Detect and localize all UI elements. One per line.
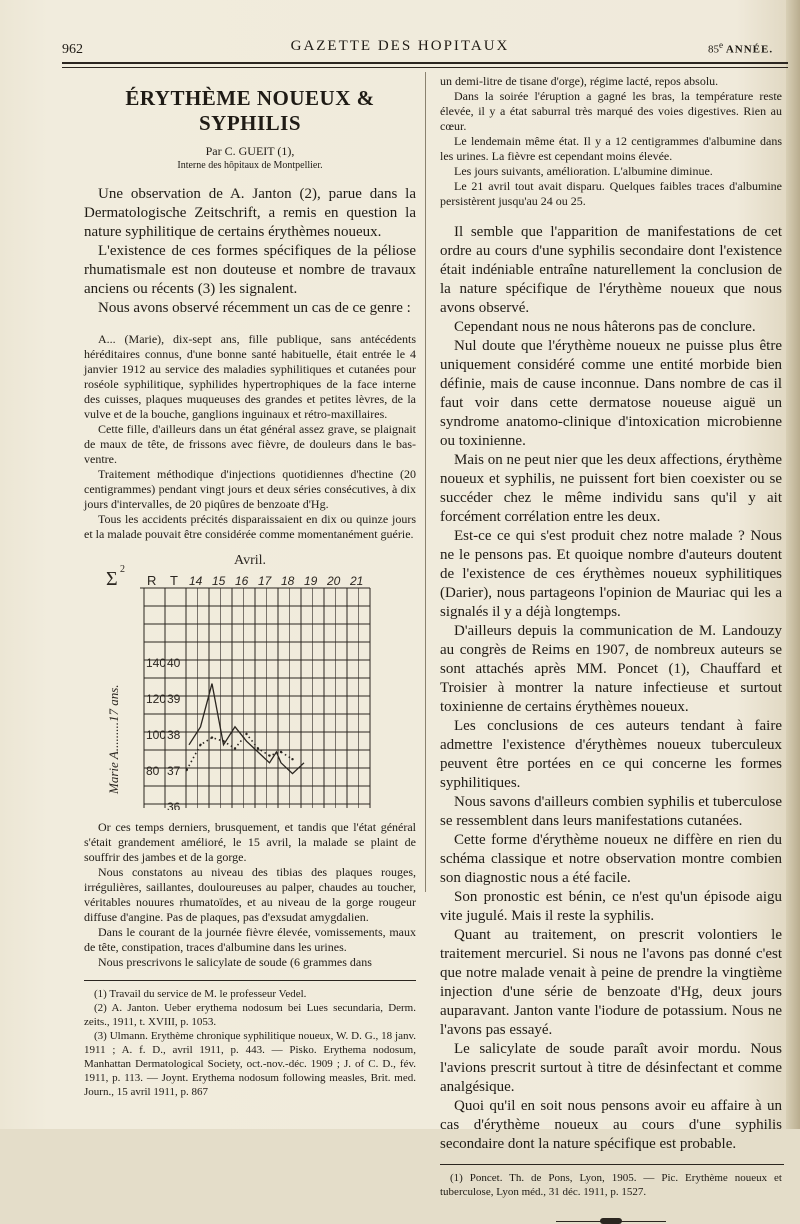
paragraph: Nul doute que l'érythème noueux ne puisse plus être uniquement considéré comme une entité morbide bien définie, mais de cause inconnue. Dans nombre de cas il faut voir dans cette dermatose noueuse aiguë un syndrome anatomo-clinique d'intoxication microbienne ou toxinienne. (440, 338, 782, 449)
chart-day-label: 18 (281, 574, 295, 588)
chart-pulse-tick: 140 (146, 656, 167, 670)
paragraph: Le salicylate de soude paraît avoir mordu. Nous l'avions prescrit surtout à titre de désinfectant et comme analgésique. (440, 1041, 782, 1095)
paragraph: Il semble que l'apparition de manifestations de cet ordre au cours d'une syphilis secondaire dont l'existence était indéniable entraîne naturellement la conclusion de la nature spécifique de l'érythème noueux que nous avons observé. (440, 224, 782, 316)
chart-day-label: 20 (327, 574, 341, 588)
chart-temp-tick: 36 (167, 800, 181, 810)
chart-pulse-tick: 80 (146, 764, 160, 778)
chart-temp-tick: 39 (167, 692, 181, 706)
paragraph: A... (Marie), dix-sept ans, fille publique, sans antécédents héréditaires connus, d'une bonne santé habituelle, était entrée le 4 janvier 1912 au service des maladies syphilitiques et cutanées pour roséole syphilitique, syphilides hypertrophiques de la face interne des cuisses, plaques muqueuses des grandes et petites lèvres, de la vulve et de la bouche, ganglions inguinaux et rétro-maxillaires. (84, 332, 416, 421)
chart-col-t-label: T (170, 573, 178, 588)
case-section (84, 332, 416, 542)
paragraph: D'ailleurs depuis la communication de M. Landouzy au congrès de Reims en 1907, de nombreux auteurs se sont attachés après MM. Poncet (1), Chauffard et Troisier à montrer la nature infectieuse et surtout toxinienne de certains érythèmes noueux. (440, 623, 782, 715)
chart-day-label: 15 (212, 574, 226, 588)
footnotes (84, 987, 416, 1099)
paragraph: un demi-litre de tisane d'orge), régime lacté, repos absolu. (440, 74, 719, 88)
column-separator (425, 72, 426, 892)
chart-point (199, 744, 201, 746)
header-rule-thin (62, 67, 788, 68)
chart-day-label: 16 (235, 574, 249, 588)
paragraph: Dans la soirée l'éruption a gagné les bras, la température reste élevée, il y a état saburral très marqué des voies digestives. Rien au cœur. (440, 89, 782, 133)
chart-pulse-tick: 100 (146, 728, 167, 742)
paragraph: Est-ce ce qui s'est produit chez notre malade ? Nous ne le pensons pas. Et quoique nombre d'auteurs doutent de l'existence de ces érythèmes noueux syphilitiques (Darier), nous partageons l'opinion de Mauriac qui les a signalés il y a déjà longtemps. (440, 528, 782, 620)
paragraph: Cependant nous ne nous hâterons pas de conclure. (454, 319, 756, 335)
after-chart-section (84, 820, 416, 970)
end-ornament (556, 1221, 666, 1222)
footnote: (1) Travail du service de M. le professeur Vedel. (94, 988, 307, 1000)
paragraph: Nous savons d'ailleurs combien syphilis et tuberculose se ressemblent dans leurs manifestations cutanées. (440, 794, 782, 829)
chart-head-sup: 2 (120, 564, 125, 575)
paragraph: Le lendemain même état. Il y a 12 centigrammes d'albumine dans les urines. La fièvre est cependant moins élevée. (440, 134, 782, 163)
paragraph: Les conclusions de ces auteurs tendant à faire admettre l'existence d'érythèmes noueux tuberculeux peuvent être portées en ce qui concerne les formes syphilitiques. (440, 718, 782, 791)
chart-point (280, 751, 282, 753)
paragraph: Dans le courant de la journée fièvre élevée, vomissements, maux de tête, constipation, traces d'albumine dans les urines. (84, 925, 416, 954)
paragraph: Cette fille, d'ailleurs dans un état général assez grave, se plaignait de maux de tête, de frissons avec fièvre, de douleurs dans le bas-ventre. (84, 422, 416, 466)
temperature-chart-svg (84, 548, 416, 810)
journal-title: GAZETTE DES HOPITAUX (290, 38, 510, 54)
header-rule (62, 62, 788, 64)
chart-point (186, 769, 188, 771)
chart-point (268, 754, 270, 756)
journal-year: 85e ANNÉE. (708, 40, 774, 56)
paragraph: Quant au traitement, on prescrit volontiers le traitement mercuriel. Si nous ne l'avons pas donné c'est que notre malade venait à peine de prendre la vingtième injection d'une série de benzoate d'Hg, deux jours auparavant. Janton vante l'iodure de potassium. Nous ne l'avons pas essayé. (440, 927, 782, 1038)
chart-point (257, 747, 259, 749)
article-byline: Par C. GUEIT (1), (205, 144, 295, 158)
footnote-rule (440, 1164, 784, 1165)
paragraph: Nous constatons au niveau des tibias des plaques rouges, irrégulières, saillantes, douloureuses au palper, chaudes au toucher, véritables nouures rhumatoïdes, et au niveau de la gorge rougeur diffuse d'angine. Pas de plaques, pas d'exsudat amygdalien. (84, 865, 416, 924)
paragraph: Cette forme d'érythème noueux ne diffère en rien du schéma classique et notre observation montre combien son diagnostic nous a été facile. (440, 832, 782, 886)
chart-day-label: 14 (189, 574, 203, 588)
paragraph: Nous avons observé récemment un cas de ce genre : (98, 300, 411, 316)
discussion-section (440, 223, 782, 1154)
page-edge (786, 0, 800, 1129)
footnote: (3) Ulmann. Erythème chronique syphilitique noueux, W. D. G., 18 janv. 1911 ; A. f. D., avril 1911, p. 443. — Pisko. Erythema nodosum, Manhattan Dermatological Society, oct.-nov.-déc. 1909 ; J. of C. D., fév. 1911, p. 113. — Joynt. Erythema nodosum following measles, Brit. med. Journ., 15 avril 1911, p. 867 (84, 1030, 416, 1098)
article-affiliation: Interne des hôpitaux de Montpellier. (177, 160, 323, 171)
chart-day-label: 17 (258, 574, 272, 588)
chart-pulse-tick: 120 (146, 692, 167, 706)
chart-day-label: 19 (304, 574, 318, 588)
paragraph: Tous les accidents précités disparaissaient en dix ou quinze jours et la malade pouvait être considérée comme momentanément guérie. (84, 512, 416, 541)
chart-patient-label: Marie A.........17 ans. (106, 684, 121, 794)
chart-point (245, 733, 247, 735)
chart-point (234, 747, 236, 749)
chart-point (291, 758, 293, 760)
footnote: (2) A. Janton. Ueber erythema nodosum bei Lues secundaria, Derm. zeits., 1911, t. XVIII, p. 1053. (84, 1002, 416, 1028)
case-continuation (440, 74, 782, 209)
chart-temp-tick: 38 (167, 728, 181, 742)
chart-day-label: 21 (350, 574, 364, 588)
paragraph: Quoi qu'il en soit nous pensons avoir eu affaire à un cas d'érythème noueux au cours d'une syphilis secondaire dont la nature spécifique est probable. (440, 1098, 782, 1152)
paragraph: Les jours suivants, amélioration. L'albumine diminue. (454, 164, 713, 178)
intro-section (84, 185, 416, 318)
page-number: 962 (62, 42, 83, 57)
paragraph: L'existence de ces formes spécifiques de la péliose rhumatismale est non douteuse et nombre de travaux anciens ou récents (3) les signalent. (84, 243, 416, 297)
paragraph: Traitement méthodique d'injections quotidiennes d'hectine (20 centigrammes) pendant vingt jours et deux séries consécutives, à dix jours d'intervalles, de 20 piqûres de benzoate d'Hg. (84, 467, 416, 511)
right-column (440, 74, 782, 1222)
paragraph: Une observation de A. Janton (2), parue dans la Dermatologische Zeitschrift, a remis en question la nature syphilitique de certains érythèmes noueux. (84, 186, 416, 240)
chart-head-symbol: Σ (106, 568, 118, 590)
chart-point (222, 740, 224, 742)
chart-temp-tick: 40 (167, 656, 181, 670)
chart-title: Avril. (234, 553, 267, 568)
paragraph: Le 21 avril tout avait disparu. Quelques faibles traces d'albumine persistèrent jusqu'au 24 ou 25. (440, 179, 782, 208)
article-title: ÉRYTHÈME NOUEUX & SYPHILIS (125, 86, 375, 135)
chart-series-temp-line (189, 684, 304, 774)
temperature-chart (84, 548, 416, 810)
paragraph: Nous prescrivons le salicylate de soude (6 grammes dans (98, 955, 372, 969)
chart-point (211, 736, 213, 738)
left-column (84, 86, 416, 1099)
chart-temp-tick: 37 (167, 764, 181, 778)
footnote: (1) Poncet. Th. de Pons, Lyon, 1905. — Pic. Erythème noueux et tuberculose, Lyon méd., 31 déc. 1911, p. 1527. (440, 1172, 782, 1198)
paragraph: Son pronostic est bénin, ce n'est qu'un épisode aigu vite jugulé. Mais il reste la syphilis. (440, 889, 782, 924)
paragraph: Mais on ne peut nier que les deux affections, érythème noueux et syphilis, ne puissent fort bien coexister ou se succéder chez le même individu sans qu'il y ait forcément corrélation entre les deux. (440, 452, 782, 525)
paragraph: Or ces temps derniers, brusquement, et tandis que l'état général s'était grandement amélioré, le 15 avril, la malade se plaint de souffrir des jambes et de la gorge. (84, 820, 416, 864)
chart-col-r-label: R (147, 573, 157, 588)
footnote-rule (84, 980, 416, 981)
